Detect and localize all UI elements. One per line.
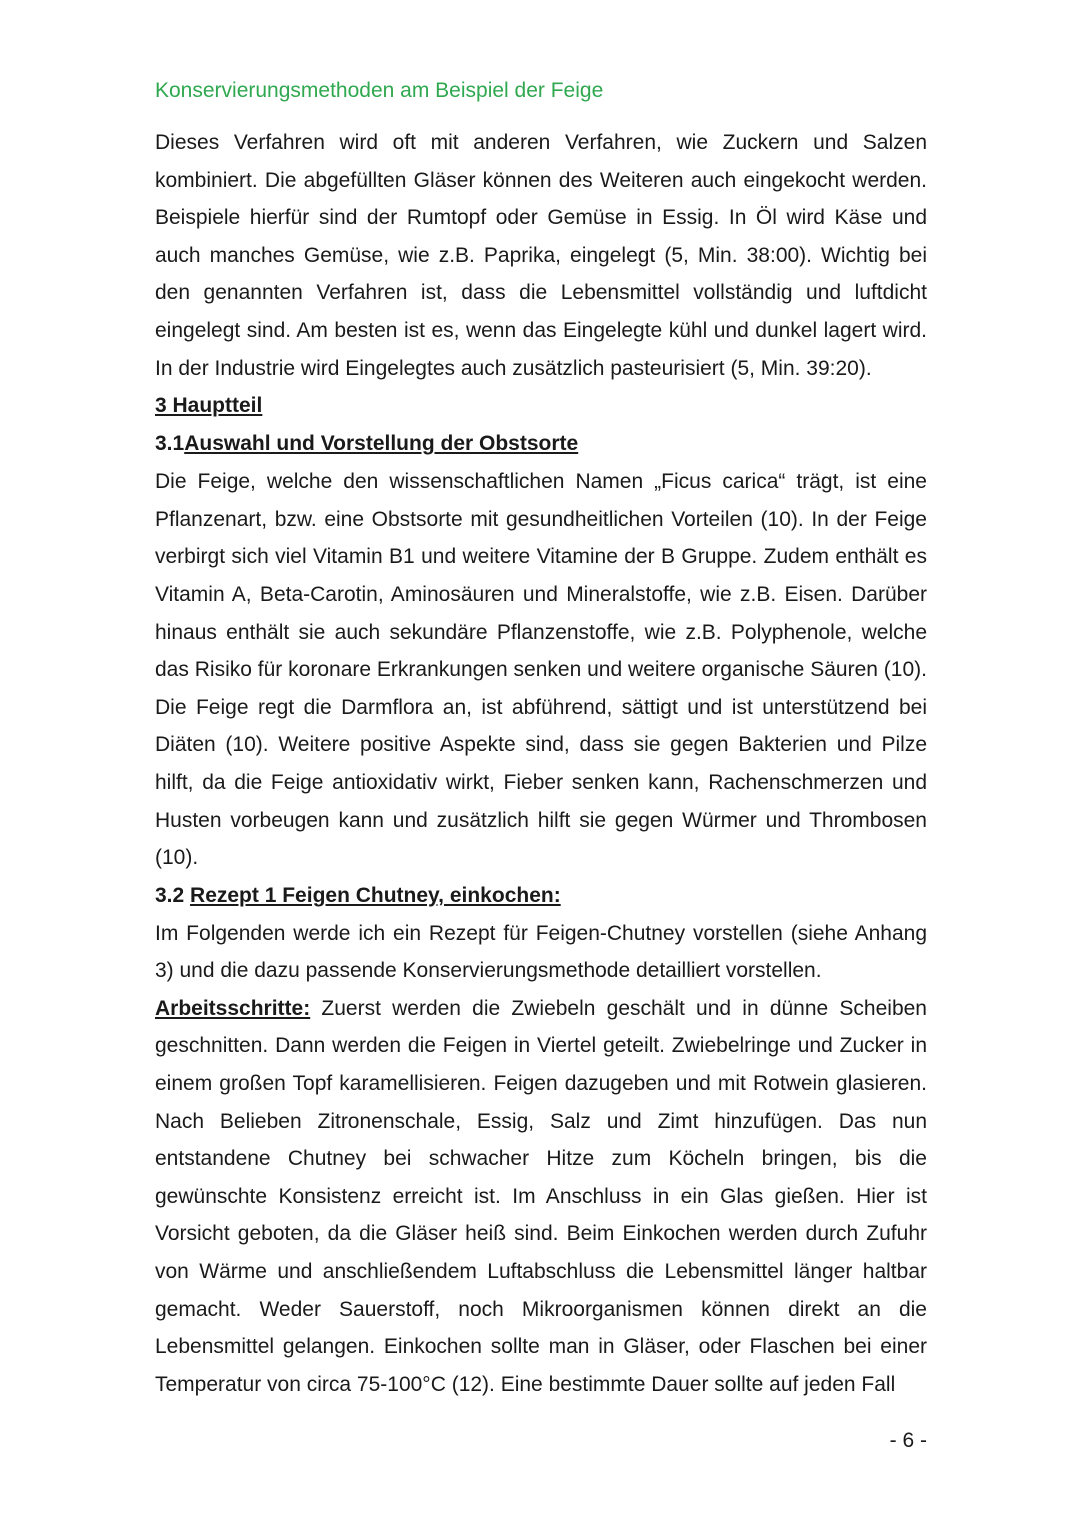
heading-3-1 <box>155 425 927 463</box>
heading-3-1-title: Auswahl und Vorstellung der Obstsorte <box>184 432 579 456</box>
heading-main-text: 3 Hauptteil <box>155 394 263 418</box>
steps-text: Zuerst werden die Zwiebeln geschält und in dünne Scheiben geschnitten. Dann werden die Feigen in Viertel geteilt. Zwiebelringe und Zucker in einem großen Topf karamellisieren. Feigen dazugeben und mit Rotwein glasieren. Nach Belieben Zitronenschale, Essig, Salz und Zimt hinzufügen. Das nun entstandene Chutney bei schwacher Hitze zum Köcheln bringen, bis die gewünschte Konsistenz erreicht ist. Im Anschluss in ein Glas gießen. Hier ist Vorsicht geboten, da die Gläser heiß sind. Beim Einkochen werden durch Zufuhr von Wärme und anschließendem Luftabschluss die Lebensmittel länger haltbar gemacht. Weder Sauerstoff, noch Mikroorganismen können direkt an die Lebensmittel gelangen. Einkochen sollte man in Gläser, oder Flaschen bei einer Temperatur von circa 75-100°C (12). Eine bestimmte Dauer sollte auf jeden Fall <box>155 996 927 1396</box>
paragraph-3-1: Die Feige, welche den wissenschaftlichen Namen „Ficus carica“ trägt, ist eine Pflanzenart, bzw. eine Obstsorte mit gesundheitlichen Vorteilen (10). In der Feige verbirgt sich viel Vitamin B1 und weitere Vitamine der B Gruppe. Zudem enthält es Vitamin A, Beta-Carotin, Aminosäuren und Mineralstoffe, wie z.B. Eisen. Darüber hinaus enthält sie auch sekundäre Pflanzenstoffe, wie z.B. Polyphenole, welche das Risiko für koronare Erkrankungen senken und weitere organische Säuren (10). Die Feige regt die Darmflora an, ist abführend, sättigt und ist unterstützend bei Diäten (10). Weitere positive Aspekte sind, dass sie gegen Bakterien und Pilze hilft, da die Feige antioxidativ wirkt, Fieber senken kann, Rachenschmerzen und Husten vorbeugen kann und zusätzlich hilft sie gegen Würmer und Thrombosen (10). <box>155 470 927 870</box>
running-header: Konservierungsmethoden am Beispiel der Feige <box>155 79 604 102</box>
heading-3-2-number: 3.2 <box>155 883 191 907</box>
heading-3-2-title: Rezept 1 Feigen Chutney, einkochen: <box>190 883 561 907</box>
heading-3-2 <box>155 877 927 915</box>
document-page <box>155 0 927 1527</box>
paragraph-steps <box>155 990 927 1404</box>
heading-main <box>155 387 927 425</box>
paragraph-3-2-intro: Im Folgenden werde ich ein Rezept für Feigen-Chutney vorstellen (siehe Anhang 3) und die dazu passende Konservierungsmethode detailliert vorstellen. <box>155 921 927 983</box>
steps-label: Arbeitsschritte: <box>155 996 311 1020</box>
document-body <box>155 124 927 1403</box>
heading-3-1-number: 3.1 <box>155 432 185 456</box>
page-number: - 6 - <box>889 1429 927 1452</box>
paragraph-intro: Dieses Verfahren wird oft mit anderen Verfahren, wie Zuckern und Salzen kombiniert. Die abgefüllten Gläser können des Weiteren auch eingekocht werden. Beispiele hierfür sind der Rumtopf oder Gemüse in Essig. In Öl wird Käse und auch manches Gemüse, wie z.B. Paprika, eingelegt (5, Min. 38:00). Wichtig bei den genannten Verfahren ist, dass die Lebensmittel vollständig und luftdicht eingelegt sind. Am besten ist es, wenn das Eingelegte kühl und dunkel lagert wird. In der Industrie wird Eingelegtes auch zusätzlich pasteurisiert (5, Min. 39:20). <box>155 131 927 380</box>
